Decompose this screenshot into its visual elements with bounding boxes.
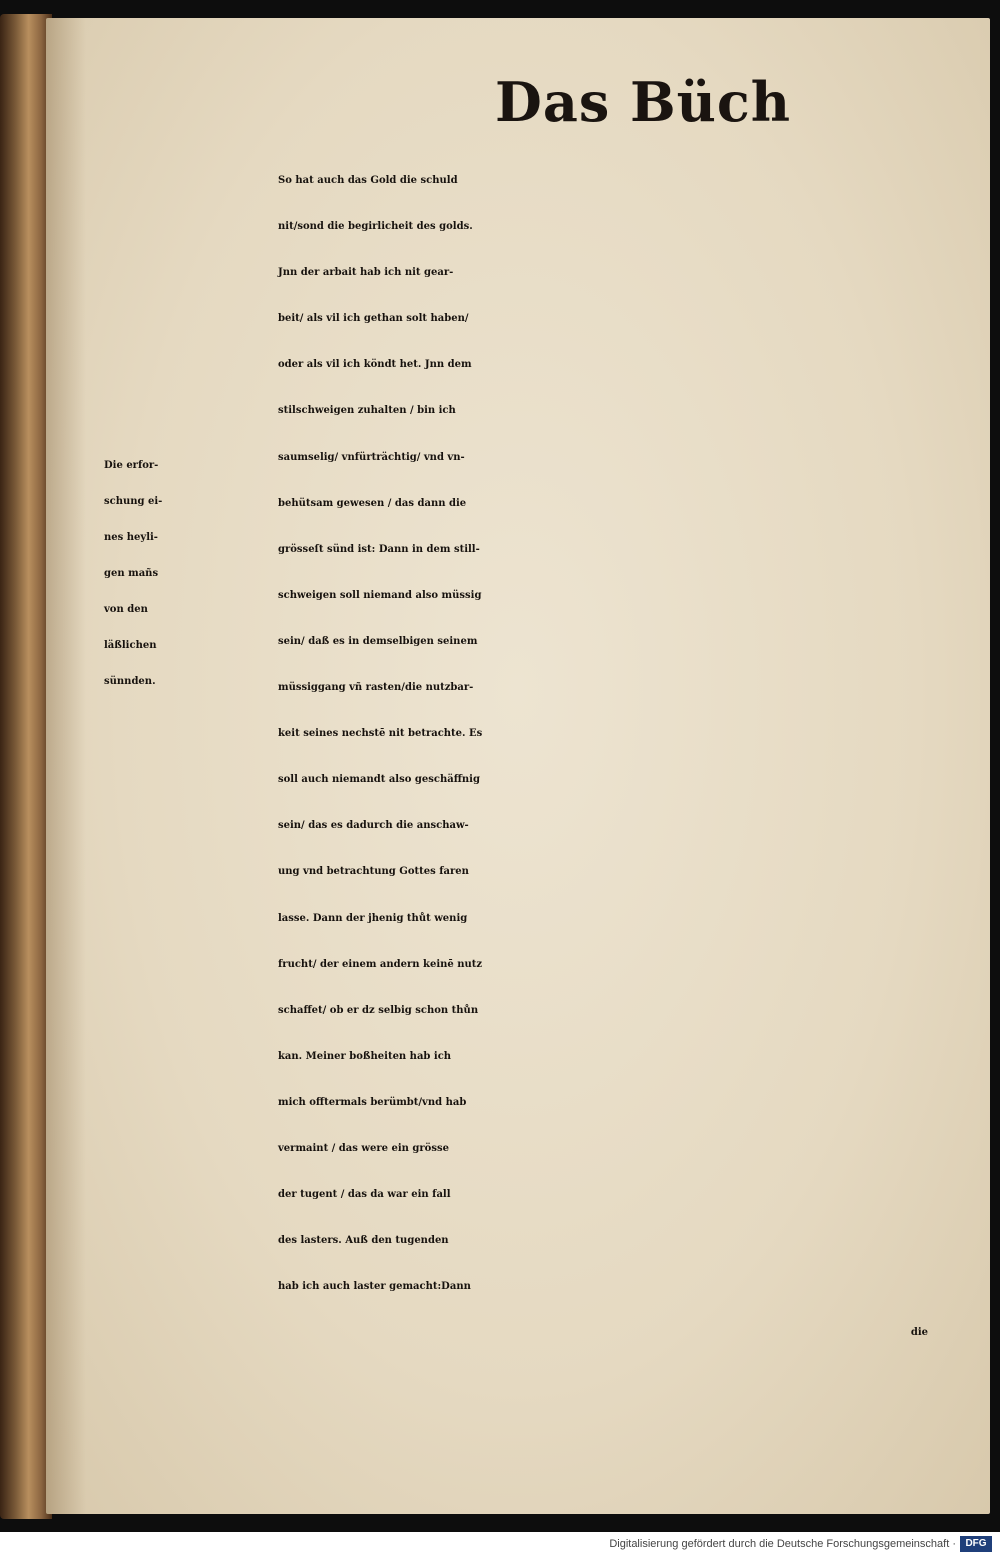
page-header: Das Büch	[495, 70, 792, 134]
text-line: beit/ als vil ich gethan solt haben/	[278, 313, 469, 325]
text-line: grösseſt sünd ist: Dann in dem still-	[278, 543, 480, 555]
text-line: des lasters. Auß den tugenden	[278, 1235, 449, 1247]
margin-note-line: läßlichen	[104, 640, 157, 651]
text-line: Jnn der arbait hab ich nit gear-	[278, 267, 454, 279]
margin-note-line: nes heyli-	[104, 532, 158, 543]
text-line: keit seines nechstē nit betrachte. Es	[278, 728, 483, 740]
margin-note-line: schung ei-	[104, 496, 163, 507]
text-line: mich offtermals berümbt/vnd hab	[278, 1096, 467, 1108]
margin-note	[104, 448, 276, 700]
margin-note-line: gen mañs	[104, 568, 159, 579]
margin-note-line: Die erfor-	[104, 460, 159, 471]
text-line: vermaint / das were ein grösse	[278, 1142, 449, 1154]
text-line: sein/ das es dadurch die anschaw-	[278, 820, 469, 832]
text-line: frucht/ der einem andern keinē nutz	[278, 958, 483, 970]
text-line: soll auch niemandt also geschäffnig	[278, 774, 480, 786]
text-line: der tugent / das da war ein fall	[278, 1189, 451, 1201]
text-line: lasse. Dann der jhenig thůt wenig	[278, 912, 468, 924]
text-line: sein/ daß es in demselbigen seinem	[278, 635, 478, 647]
body-text	[278, 158, 948, 1356]
footer-bar	[0, 1532, 1000, 1556]
text-line: saumselig/ vnfürträchtig/ vnd vn-	[278, 451, 465, 463]
funding-credit: Digitalisierung gefördert durch die Deutsche Forschungsgemeinschaft ·	[609, 1538, 956, 1550]
catchword: die	[910, 1327, 928, 1339]
margin-note-line: sünnden.	[104, 676, 156, 687]
text-line: So hat auch das Gold die schuld	[278, 175, 458, 186]
text-line: nit/sond die begirlicheit des golds.	[278, 221, 473, 233]
text-line: stilschweigen zuhalten / bin ich	[278, 405, 456, 417]
text-line: schweigen soll niemand also müssig	[278, 589, 482, 601]
text-line: behütsam gewesen / das dann die	[278, 497, 467, 509]
book-spine	[0, 14, 52, 1519]
text-line: oder als vil ich köndt het. Jnn dem	[278, 359, 472, 371]
text-line: hab ich auch laster gemacht:Dann	[278, 1281, 471, 1293]
text-line: schaffet/ ob er dz selbig schon thůn	[278, 1004, 479, 1016]
margin-note-line: von den	[104, 604, 148, 615]
text-line: ung vnd betrachtung Gottes faren	[278, 866, 469, 878]
text-line: müssiggang vñ rasten/die nutzbar-	[278, 682, 474, 694]
dfg-logo: DFG	[960, 1536, 992, 1552]
text-line: kan. Meiner boßheiten hab ich	[278, 1050, 452, 1062]
